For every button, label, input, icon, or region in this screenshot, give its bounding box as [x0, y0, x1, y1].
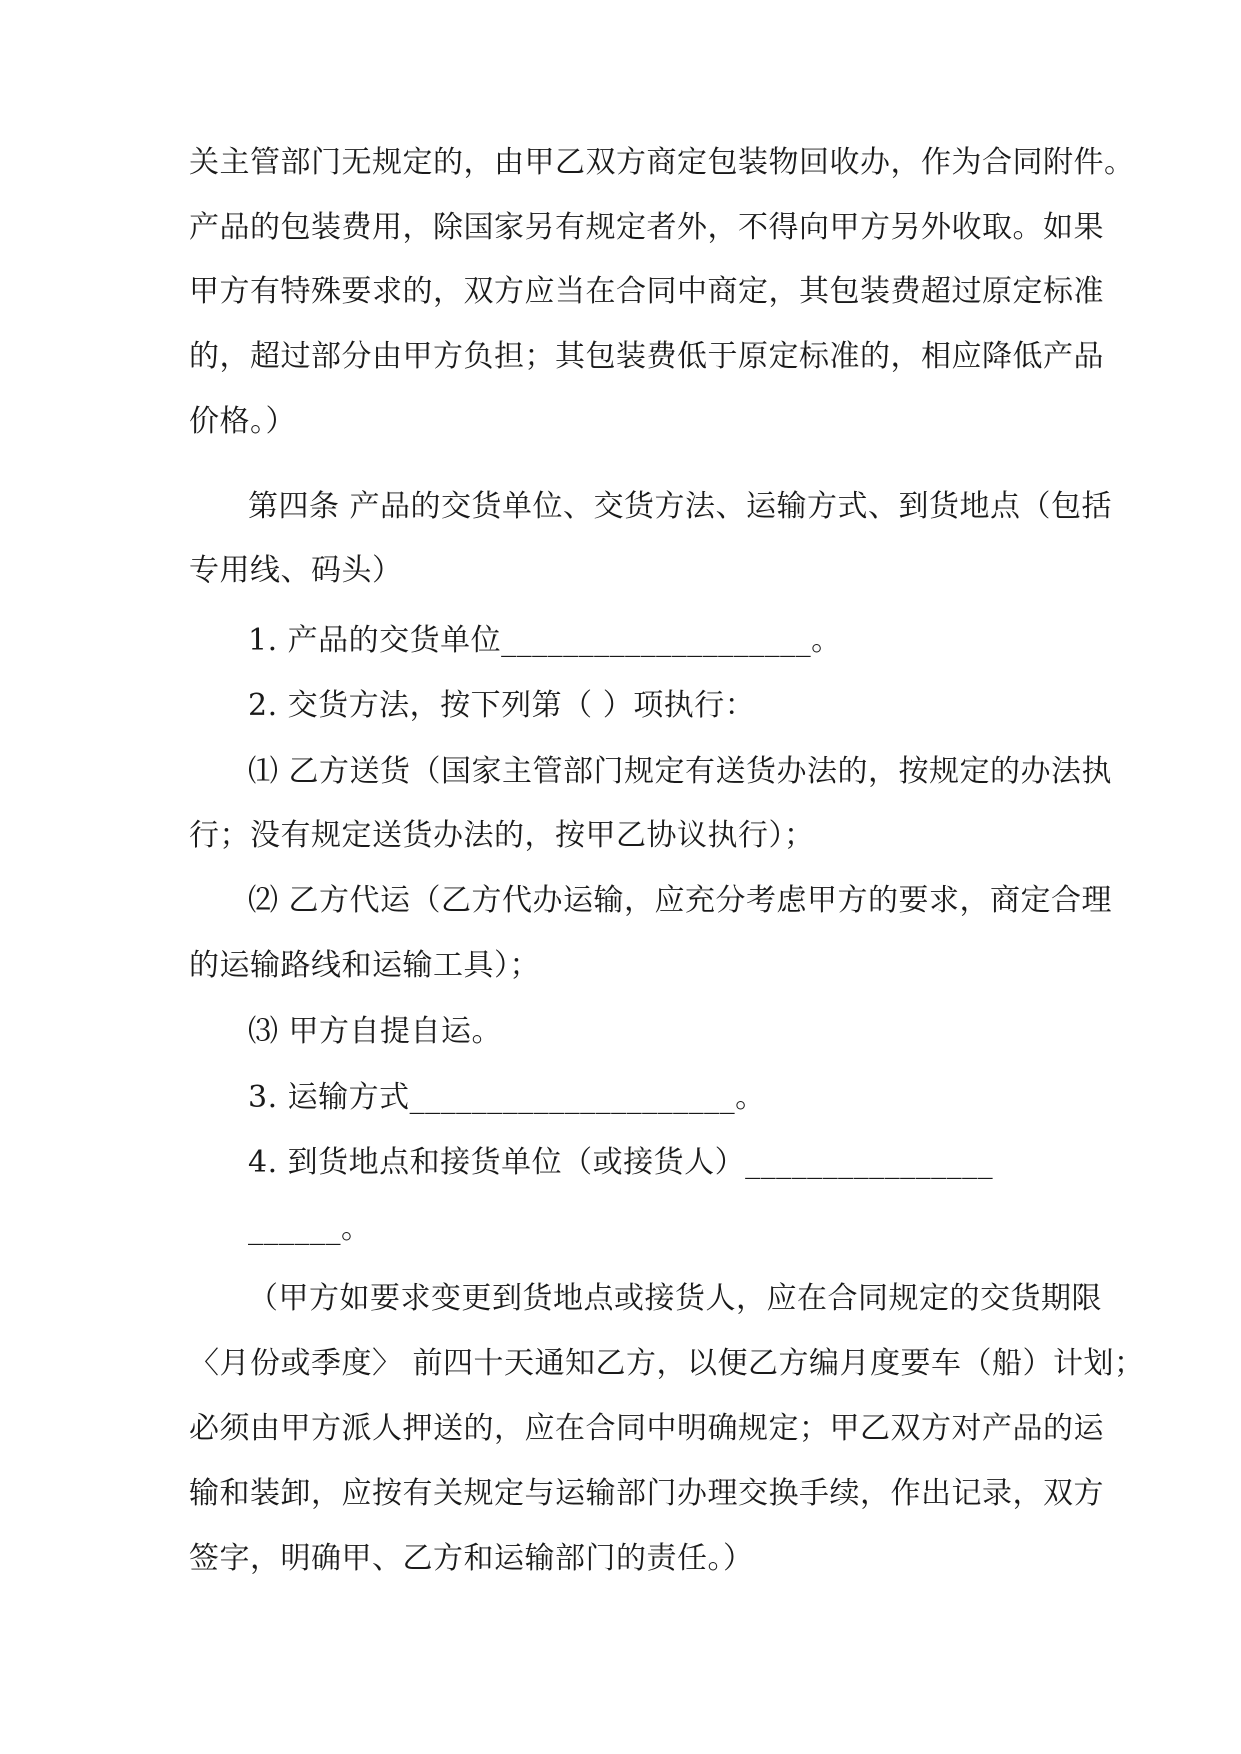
text-line: 〈月份或季度〉 前四十天通知乙方，以便乙方编月度要车（船）计划； [189, 1346, 1145, 1381]
text-line: 甲方有特殊要求的，双方应当在合同中商定，其包装费超过原定标准 [189, 274, 1104, 309]
text-line: 关主管部门无规定的，由甲乙双方商定包装物回收办，作为合同附件。 [189, 145, 1135, 180]
clause-item: 3. 运输方式_____________________。 [248, 1080, 766, 1115]
text-line: 必须由甲方派人押送的，应在合同中明确规定；甲乙双方对产品的运 [189, 1411, 1104, 1446]
clause-item: 2. 交货方法，按下列第（ ）项执行： [248, 688, 756, 723]
article-heading: 第四条 产品的交货单位、交货方法、运输方式、到货地点（包括 [248, 489, 1113, 524]
text-line: 产品的包装费用，除国家另有规定者外，不得向甲方另外收取。如果 [189, 210, 1104, 245]
sub-clause-item: ⑵ 乙方代运（乙方代办运输，应充分考虑甲方的要求，商定合理 [248, 883, 1113, 918]
sub-clause-item: ⑶ 甲方自提自运。 [248, 1014, 503, 1049]
text-line: 价格。） [189, 404, 296, 439]
text-line: 行；没有规定送货办法的，按甲乙协议执行）； [189, 818, 815, 853]
clause-item: 4. 到货地点和接货单位（或接货人）________________ [248, 1145, 994, 1180]
text-line: 的运输路线和运输工具）； [189, 948, 540, 983]
clause-item: 1. 产品的交货单位____________________。 [248, 623, 842, 658]
text-line: 签字，明确甲、乙方和运输部门的责任。） [189, 1541, 754, 1576]
text-line: 的，超过部分由甲方负担；其包装费低于原定标准的，相应降低产品 [189, 339, 1104, 374]
note-paragraph: （甲方如要求变更到货地点或接货人，应在合同规定的交货期限 [248, 1281, 1102, 1316]
text-line: 专用线、码头） [189, 553, 403, 588]
text-line: 输和装卸，应按有关规定与运输部门办理交换手续，作出记录，双方 [189, 1476, 1104, 1511]
text-line: ______。 [248, 1211, 372, 1246]
sub-clause-item: ⑴ 乙方送货（国家主管部门规定有送货办法的，按规定的办法执 [248, 754, 1113, 789]
